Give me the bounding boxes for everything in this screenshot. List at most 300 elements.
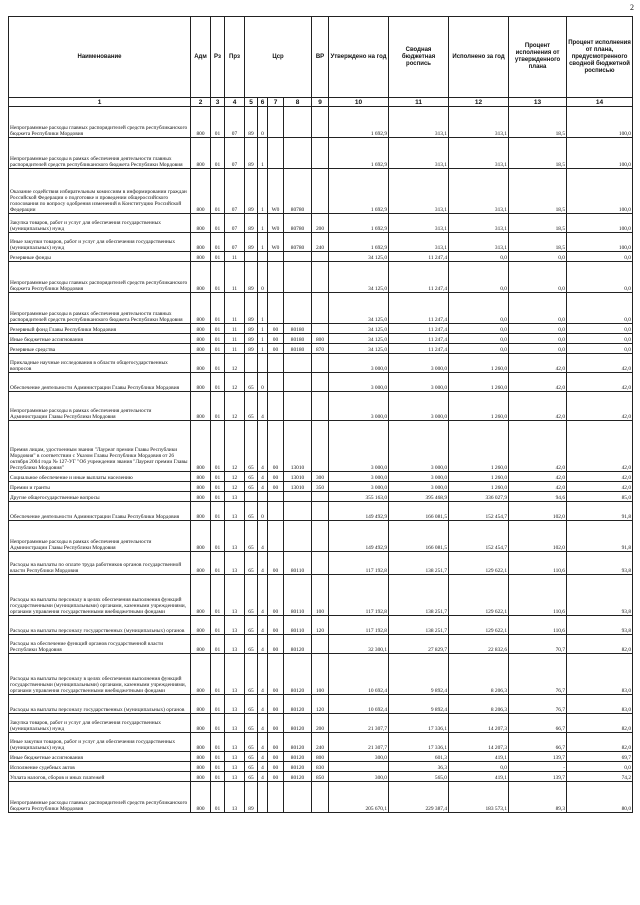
- table-row: [9, 575, 633, 616]
- row-name: Расходы на выплаты персоналу государственных (муниципальных) органов: [9, 695, 191, 714]
- row-pct-approved: 42,0: [509, 482, 567, 492]
- row-executed: 313,1: [449, 138, 509, 169]
- table-row: [9, 752, 633, 762]
- row-rz: 01: [211, 552, 225, 575]
- row-pct-consolidated: 42,0: [567, 373, 633, 392]
- row-consolidated: 11 247,4: [389, 324, 449, 334]
- row-pct-approved: 42,0: [509, 392, 567, 421]
- row-csr-program: 65: [245, 695, 258, 714]
- row-adm: 800: [191, 616, 211, 635]
- row-vr: 800: [312, 752, 329, 762]
- row-vr: 830: [312, 762, 329, 772]
- row-vr: 120: [312, 616, 329, 635]
- row-pct-approved: 42,0: [509, 472, 567, 482]
- row-adm: 800: [191, 107, 211, 138]
- column-number: 9: [312, 98, 329, 107]
- row-csr-code: 13010: [284, 421, 312, 472]
- row-vr: [312, 421, 329, 472]
- row-consolidated: 166 081,5: [389, 502, 449, 521]
- row-pct-consolidated: 74,2: [567, 772, 633, 782]
- row-vr: 240: [312, 233, 329, 252]
- row-adm: 800: [191, 334, 211, 344]
- row-executed: 313,1: [449, 107, 509, 138]
- row-consolidated: 17 336,1: [389, 733, 449, 752]
- table-row: [9, 552, 633, 575]
- table-row: [9, 233, 633, 252]
- row-approved: 3 000,0: [329, 373, 389, 392]
- row-vr: [312, 392, 329, 421]
- row-name: Непрограммные расходы в рамках обеспечения деятельности главных распорядителей средств республиканского бюджета Республики Мордовия: [9, 138, 191, 169]
- row-csr-program: [245, 354, 258, 373]
- row-prz: 11: [225, 334, 245, 344]
- row-executed: 129 622,1: [449, 616, 509, 635]
- row-rz: 01: [211, 733, 225, 752]
- row-adm: 800: [191, 324, 211, 334]
- row-csr-subprogram: 4: [258, 733, 268, 752]
- row-csr-program: 65: [245, 521, 258, 552]
- table-row: [9, 169, 633, 214]
- row-csr-direction: [268, 252, 284, 262]
- row-prz: 13: [225, 575, 245, 616]
- row-pct-consolidated: 85,0: [567, 492, 633, 502]
- row-adm: 800: [191, 654, 211, 695]
- row-pct-approved: 0,0: [509, 334, 567, 344]
- row-approved: 300,0: [329, 752, 389, 762]
- row-csr-subprogram: 4: [258, 762, 268, 772]
- row-approved: 117 192,8: [329, 616, 389, 635]
- row-csr-code: 80120: [284, 733, 312, 752]
- row-csr-code: 80180: [284, 334, 312, 344]
- row-approved: 205 670,1: [329, 782, 389, 813]
- row-pct-consolidated: 83,0: [567, 695, 633, 714]
- row-rz: 01: [211, 334, 225, 344]
- row-csr-direction: 00: [268, 733, 284, 752]
- row-consolidated: 11 247,4: [389, 293, 449, 324]
- row-vr: [312, 107, 329, 138]
- row-csr-subprogram: 4: [258, 575, 268, 616]
- row-executed: 0,0: [449, 334, 509, 344]
- row-consolidated: 3 000,0: [389, 373, 449, 392]
- row-executed: 1 260,0: [449, 373, 509, 392]
- row-consolidated: 601,3: [389, 752, 449, 762]
- column-number: 3: [211, 98, 225, 107]
- row-rz: 01: [211, 233, 225, 252]
- header-csr: Цср: [245, 17, 312, 98]
- row-csr-code: 80110: [284, 552, 312, 575]
- row-rz: 01: [211, 293, 225, 324]
- column-number: 10: [329, 98, 389, 107]
- row-prz: 11: [225, 293, 245, 324]
- row-pct-approved: 139,7: [509, 752, 567, 762]
- row-pct-consolidated: 91,8: [567, 521, 633, 552]
- row-csr-direction: [268, 107, 284, 138]
- row-adm: 800: [191, 772, 211, 782]
- row-prz: 07: [225, 169, 245, 214]
- row-approved: 149 492,9: [329, 521, 389, 552]
- row-pct-approved: 18,5: [509, 107, 567, 138]
- row-prz: 12: [225, 373, 245, 392]
- row-pct-consolidated: 42,0: [567, 482, 633, 492]
- row-prz: 11: [225, 324, 245, 334]
- row-csr-subprogram: 4: [258, 392, 268, 421]
- table-row: [9, 107, 633, 138]
- row-executed: 22 832,6: [449, 635, 509, 654]
- row-csr-subprogram: 4: [258, 482, 268, 492]
- row-csr-direction: 00: [268, 324, 284, 334]
- row-approved: 10 692,4: [329, 695, 389, 714]
- row-csr-program: 89: [245, 169, 258, 214]
- row-rz: 01: [211, 138, 225, 169]
- row-prz: 13: [225, 762, 245, 772]
- row-approved: 3 000,0: [329, 421, 389, 472]
- row-consolidated: 9 892,4: [389, 695, 449, 714]
- row-name: Резервные фонды: [9, 252, 191, 262]
- row-csr-subprogram: 4: [258, 714, 268, 733]
- row-csr-direction: 00: [268, 654, 284, 695]
- row-rz: 01: [211, 252, 225, 262]
- row-approved: 300,0: [329, 772, 389, 782]
- row-pct-consolidated: 0,0: [567, 324, 633, 334]
- row-csr-direction: 00: [268, 635, 284, 654]
- row-csr-subprogram: 1: [258, 214, 268, 233]
- row-rz: 01: [211, 354, 225, 373]
- row-prz: 13: [225, 552, 245, 575]
- row-csr-code: [284, 107, 312, 138]
- table-row: [9, 762, 633, 772]
- row-csr-direction: 00: [268, 421, 284, 472]
- row-prz: 13: [225, 635, 245, 654]
- row-pct-approved: 139,7: [509, 772, 567, 782]
- row-pct-consolidated: 42,0: [567, 421, 633, 472]
- row-rz: 01: [211, 421, 225, 472]
- row-consolidated: 36,3: [389, 762, 449, 772]
- row-consolidated: 229 387,4: [389, 782, 449, 813]
- column-number: 11: [389, 98, 449, 107]
- row-csr-direction: W0: [268, 233, 284, 252]
- row-rz: 01: [211, 772, 225, 782]
- row-consolidated: 166 081,5: [389, 521, 449, 552]
- row-pct-consolidated: 82,0: [567, 635, 633, 654]
- row-csr-subprogram: 1: [258, 138, 268, 169]
- row-adm: 800: [191, 262, 211, 293]
- row-csr-code: [284, 373, 312, 392]
- row-csr-subprogram: 4: [258, 521, 268, 552]
- row-name: Расходы на выплаты по оплате труда работников органов государственной власти Республики Мордовия: [9, 552, 191, 575]
- row-csr-code: [284, 138, 312, 169]
- row-csr-subprogram: 4: [258, 695, 268, 714]
- row-adm: 800: [191, 293, 211, 324]
- row-pct-consolidated: 100,0: [567, 107, 633, 138]
- row-csr-direction: 00: [268, 752, 284, 762]
- row-csr-direction: 00: [268, 772, 284, 782]
- row-pct-approved: 102,0: [509, 521, 567, 552]
- row-csr-program: 65: [245, 502, 258, 521]
- row-csr-subprogram: 4: [258, 616, 268, 635]
- row-approved: 34 125,0: [329, 324, 389, 334]
- row-csr-code: 80780: [284, 169, 312, 214]
- row-pct-approved: 42,0: [509, 373, 567, 392]
- row-executed: 0,0: [449, 262, 509, 293]
- column-number-row: [9, 98, 633, 107]
- row-name: Иные закупки товаров, работ и услуг для обеспечения государственных (муниципальных) нужд: [9, 733, 191, 752]
- row-pct-consolidated: 82,0: [567, 733, 633, 752]
- row-adm: 800: [191, 138, 211, 169]
- row-executed: 8 206,3: [449, 654, 509, 695]
- row-pct-approved: 66,7: [509, 733, 567, 752]
- header-consolidated: Сводная бюджетная роспись: [389, 17, 449, 98]
- row-csr-code: [284, 392, 312, 421]
- row-csr-code: [284, 262, 312, 293]
- budget-execution-table: [8, 16, 633, 813]
- row-rz: 01: [211, 654, 225, 695]
- row-name: Непрограммные расходы в рамках обеспечения деятельности Администрации Главы Республики Мордовия: [9, 521, 191, 552]
- row-csr-program: 65: [245, 654, 258, 695]
- row-name: Непрограммные расходы в рамках обеспечения деятельности главных распорядителей средств республиканского бюджета Республики Мордовия: [9, 293, 191, 324]
- row-consolidated: 313,1: [389, 138, 449, 169]
- row-pct-approved: -: [509, 762, 567, 772]
- row-adm: 800: [191, 482, 211, 492]
- row-csr-direction: 00: [268, 334, 284, 344]
- row-prz: 12: [225, 421, 245, 472]
- row-csr-subprogram: 0: [258, 373, 268, 392]
- row-name: Закупка товаров, работ и услуг для обеспечения государственных (муниципальных) нужд: [9, 214, 191, 233]
- row-csr-direction: 00: [268, 616, 284, 635]
- row-consolidated: 313,1: [389, 169, 449, 214]
- table-row: [9, 521, 633, 552]
- row-adm: 800: [191, 421, 211, 472]
- row-prz: 11: [225, 262, 245, 293]
- row-pct-consolidated: 82,0: [567, 714, 633, 733]
- header-rz: Рз: [211, 17, 225, 98]
- row-pct-approved: 42,0: [509, 354, 567, 373]
- row-csr-direction: 00: [268, 695, 284, 714]
- row-csr-subprogram: 4: [258, 635, 268, 654]
- row-prz: 13: [225, 752, 245, 762]
- row-csr-code: 80120: [284, 714, 312, 733]
- row-csr-program: 65: [245, 552, 258, 575]
- row-approved: [329, 762, 389, 772]
- row-name: Исполнение судебных актов: [9, 762, 191, 772]
- row-rz: 01: [211, 392, 225, 421]
- row-approved: 32 300,1: [329, 635, 389, 654]
- row-adm: 800: [191, 502, 211, 521]
- row-pct-consolidated: 42,0: [567, 392, 633, 421]
- row-prz: 12: [225, 392, 245, 421]
- table-row: [9, 616, 633, 635]
- row-executed: 183 573,1: [449, 782, 509, 813]
- row-approved: 3 000,0: [329, 482, 389, 492]
- row-adm: 800: [191, 214, 211, 233]
- column-number: 12: [449, 98, 509, 107]
- row-prz: 11: [225, 252, 245, 262]
- row-csr-code: 80120: [284, 635, 312, 654]
- row-csr-code: [284, 782, 312, 813]
- row-name: Иные закупки товаров, работ и услуг для обеспечения государственных (муниципальных) нужд: [9, 233, 191, 252]
- row-csr-subprogram: 4: [258, 421, 268, 472]
- row-csr-program: 89: [245, 334, 258, 344]
- row-csr-direction: [268, 502, 284, 521]
- row-pct-consolidated: 0,0: [567, 762, 633, 772]
- row-csr-program: 65: [245, 482, 258, 492]
- header-name: Наименование: [9, 17, 191, 98]
- column-number: 5: [245, 98, 258, 107]
- row-vr: 800: [312, 334, 329, 344]
- row-name: Иные бюджетные ассигнования: [9, 752, 191, 762]
- column-number: 2: [191, 98, 211, 107]
- row-csr-program: 65: [245, 392, 258, 421]
- row-adm: 800: [191, 782, 211, 813]
- header-pct-approved: Процент исполнения от утвержденного плана: [509, 17, 567, 98]
- row-rz: 01: [211, 521, 225, 552]
- row-approved: 21 307,7: [329, 714, 389, 733]
- row-csr-direction: 00: [268, 714, 284, 733]
- row-prz: 12: [225, 354, 245, 373]
- row-adm: 800: [191, 492, 211, 502]
- header-row: [9, 17, 633, 98]
- row-rz: 01: [211, 472, 225, 482]
- row-rz: 01: [211, 752, 225, 762]
- row-prz: 13: [225, 616, 245, 635]
- row-csr-program: 65: [245, 772, 258, 782]
- row-approved: 117 192,8: [329, 552, 389, 575]
- row-csr-code: 80120: [284, 772, 312, 782]
- row-approved: 3 000,0: [329, 392, 389, 421]
- row-prz: 13: [225, 654, 245, 695]
- row-adm: 800: [191, 354, 211, 373]
- row-pct-approved: 0,0: [509, 293, 567, 324]
- row-approved: 34 125,0: [329, 344, 389, 354]
- row-prz: 13: [225, 772, 245, 782]
- row-name: Обеспечение деятельности Администрации Главы Республики Мордовия: [9, 502, 191, 521]
- row-csr-subprogram: 4: [258, 552, 268, 575]
- table-row: [9, 654, 633, 695]
- row-csr-code: [284, 502, 312, 521]
- row-pct-consolidated: 0,0: [567, 252, 633, 262]
- row-adm: 800: [191, 521, 211, 552]
- row-prz: 12: [225, 472, 245, 482]
- table-row: [9, 782, 633, 813]
- row-csr-code: [284, 492, 312, 502]
- row-approved: 1 692,9: [329, 107, 389, 138]
- row-rz: 01: [211, 324, 225, 334]
- row-csr-code: 80780: [284, 233, 312, 252]
- row-executed: 8 206,3: [449, 695, 509, 714]
- row-csr-code: 80110: [284, 616, 312, 635]
- table-row: [9, 214, 633, 233]
- row-prz: 13: [225, 521, 245, 552]
- row-consolidated: 3 000,0: [389, 472, 449, 482]
- row-csr-code: 80120: [284, 762, 312, 772]
- row-executed: 1 260,0: [449, 354, 509, 373]
- row-csr-program: 65: [245, 635, 258, 654]
- row-approved: 21 307,7: [329, 733, 389, 752]
- row-csr-subprogram: [258, 354, 268, 373]
- row-approved: 34 125,0: [329, 334, 389, 344]
- row-csr-code: [284, 252, 312, 262]
- row-prz: 13: [225, 695, 245, 714]
- table-row: [9, 695, 633, 714]
- row-pct-consolidated: 0,0: [567, 334, 633, 344]
- row-csr-direction: 00: [268, 575, 284, 616]
- row-csr-code: 80120: [284, 695, 312, 714]
- row-adm: 800: [191, 392, 211, 421]
- row-adm: 800: [191, 233, 211, 252]
- row-executed: 313,1: [449, 169, 509, 214]
- row-consolidated: 3 000,0: [389, 482, 449, 492]
- row-prz: 07: [225, 214, 245, 233]
- row-adm: 800: [191, 762, 211, 772]
- table-row: [9, 293, 633, 324]
- row-pct-approved: 110,6: [509, 616, 567, 635]
- row-csr-subprogram: [258, 252, 268, 262]
- row-csr-program: 65: [245, 421, 258, 472]
- row-csr-program: 65: [245, 472, 258, 482]
- row-executed: 0,0: [449, 324, 509, 334]
- row-rz: 01: [211, 492, 225, 502]
- row-pct-consolidated: 100,0: [567, 138, 633, 169]
- row-adm: 800: [191, 472, 211, 482]
- row-pct-consolidated: 83,0: [567, 654, 633, 695]
- row-pct-consolidated: 0,0: [567, 344, 633, 354]
- row-csr-code: 13010: [284, 482, 312, 492]
- header-prz: Прз: [225, 17, 245, 98]
- row-csr-direction: W0: [268, 169, 284, 214]
- row-consolidated: 313,1: [389, 214, 449, 233]
- row-approved: 3 000,0: [329, 354, 389, 373]
- row-rz: 01: [211, 344, 225, 354]
- row-pct-approved: 89,3: [509, 782, 567, 813]
- row-csr-program: [245, 492, 258, 502]
- header-pct-consolidated: Процент исполнения от плана, предусмотренного сводной бюджетной росписью: [567, 17, 633, 98]
- row-vr: [312, 635, 329, 654]
- row-csr-subprogram: [258, 492, 268, 502]
- row-vr: 200: [312, 214, 329, 233]
- table-row: [9, 262, 633, 293]
- row-pct-consolidated: 100,0: [567, 169, 633, 214]
- row-csr-direction: 00: [268, 762, 284, 772]
- row-name: Непрограммные расходы главных распорядителей средств республиканского бюджета Республики Мордовия: [9, 107, 191, 138]
- row-csr-subprogram: 0: [258, 262, 268, 293]
- row-pct-consolidated: 93,8: [567, 616, 633, 635]
- row-pct-consolidated: 100,0: [567, 214, 633, 233]
- row-adm: 800: [191, 169, 211, 214]
- column-number: 1: [9, 98, 191, 107]
- table-row: [9, 344, 633, 354]
- row-csr-direction: [268, 262, 284, 293]
- row-consolidated: 395 468,9: [389, 492, 449, 502]
- row-vr: [312, 354, 329, 373]
- row-csr-program: 65: [245, 752, 258, 762]
- row-prz: 13: [225, 733, 245, 752]
- row-csr-direction: 00: [268, 344, 284, 354]
- row-adm: 800: [191, 752, 211, 762]
- row-consolidated: 138 251,7: [389, 616, 449, 635]
- row-consolidated: 9 892,4: [389, 654, 449, 695]
- row-csr-subprogram: 0: [258, 502, 268, 521]
- row-csr-subprogram: 4: [258, 472, 268, 482]
- row-consolidated: 3 000,0: [389, 354, 449, 373]
- row-name: Непрограммные расходы главных распорядителей средств республиканского бюджета Республики Мордовия: [9, 782, 191, 813]
- row-vr: 120: [312, 695, 329, 714]
- row-rz: 01: [211, 714, 225, 733]
- row-vr: 350: [312, 482, 329, 492]
- row-name: Закупка товаров, работ и услуг для обеспечения государственных (муниципальных) нужд: [9, 714, 191, 733]
- row-vr: [312, 373, 329, 392]
- row-csr-program: 65: [245, 733, 258, 752]
- row-name: Непрограммные расходы главных распорядителей средств республиканского бюджета Республики Мордовия: [9, 262, 191, 293]
- row-rz: 01: [211, 616, 225, 635]
- row-pct-approved: 0,0: [509, 344, 567, 354]
